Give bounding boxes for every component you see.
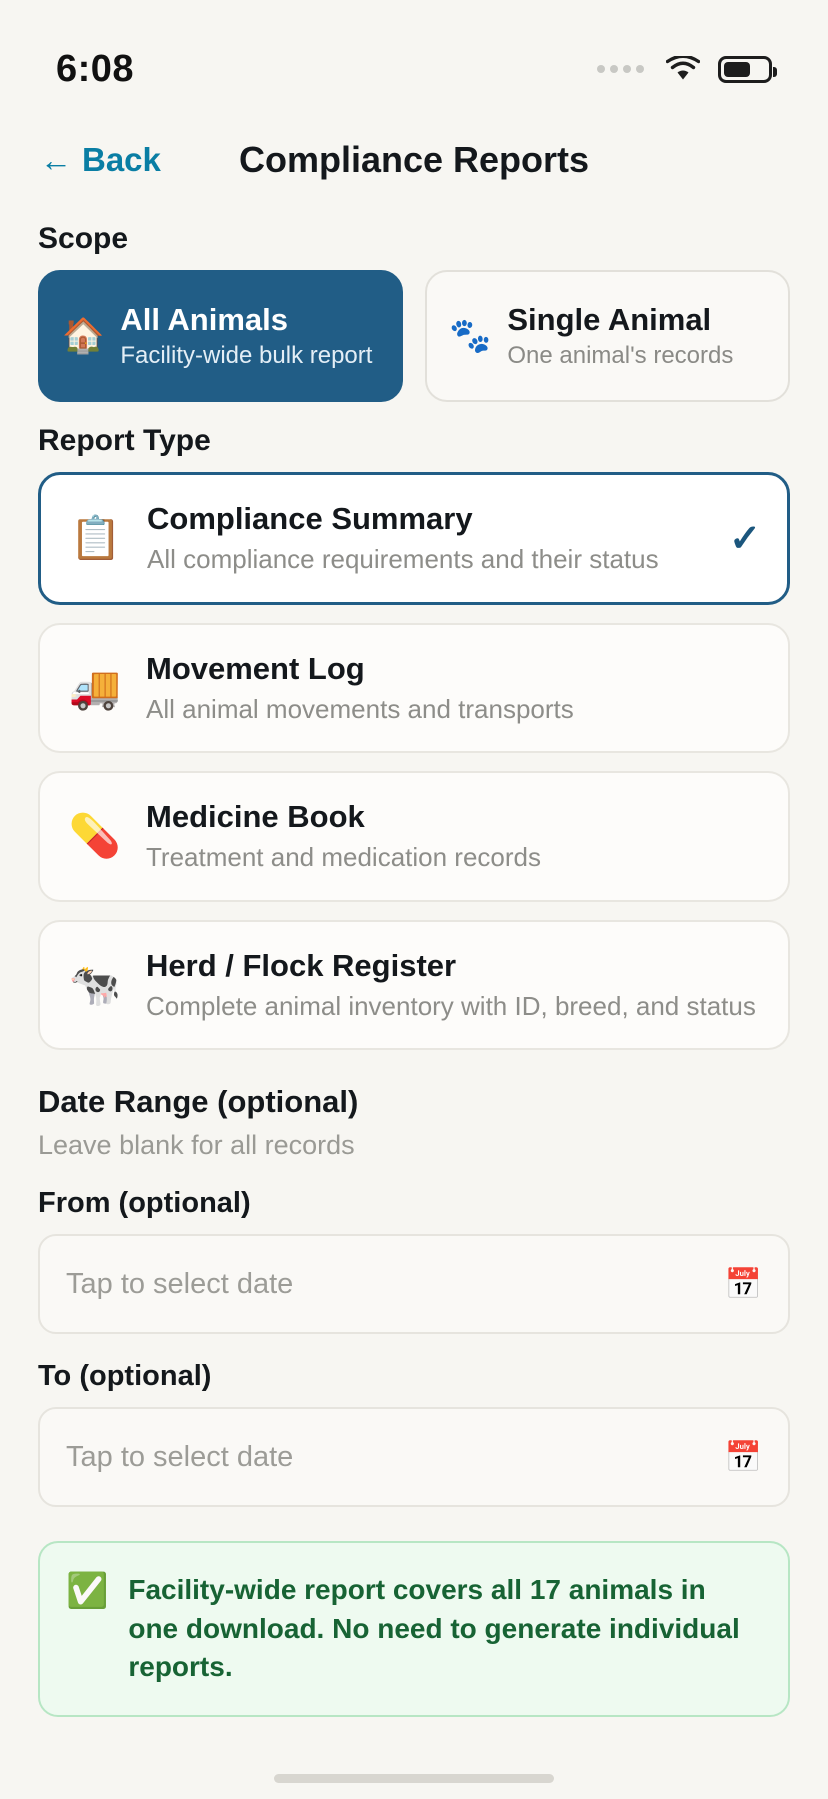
from-date-input[interactable] [38, 1234, 790, 1334]
report-type-section-label: Report Type [38, 424, 211, 457]
home-indicator [274, 1774, 554, 1783]
scope-option-all-animals[interactable] [38, 270, 403, 402]
to-date-placeholder: Tap to select date [66, 1440, 294, 1473]
wifi-icon [666, 56, 700, 82]
report-option-medicine-book[interactable] [38, 771, 790, 902]
report-option-subtitle: All compliance requirements and their status [147, 544, 659, 574]
page-title: Compliance Reports [238, 139, 590, 180]
scope-option-subtitle: Facility-wide bulk report [120, 342, 373, 369]
scope-options [38, 270, 790, 402]
report-option-subtitle: Treatment and medication records [146, 842, 542, 872]
to-date-label: To (optional) [38, 1360, 212, 1392]
back-button[interactable] [40, 141, 161, 179]
pill-icon: 💊 [68, 812, 122, 860]
page-content [0, 222, 828, 1717]
battery-icon [718, 56, 772, 83]
report-type-options [38, 472, 790, 1050]
cow-icon: 🐄 [68, 960, 122, 1008]
scope-option-single-animal[interactable] [425, 270, 790, 402]
scope-option-subtitle: One animal's records [507, 342, 734, 369]
scope-option-title: Single Animal [507, 302, 712, 337]
report-option-title: Compliance Summary [147, 501, 473, 536]
info-banner [38, 1541, 790, 1717]
scope-option-title: All Animals [120, 302, 289, 337]
calendar-icon: 📅 [724, 1267, 762, 1301]
info-banner-text: Facility-wide report covers all 17 animals in one download. No need to generate individual reports. [128, 1574, 740, 1683]
report-option-title: Movement Log [146, 650, 365, 686]
to-date-input[interactable] [38, 1407, 790, 1507]
signal-dots-icon [597, 65, 644, 73]
report-option-movement-log[interactable] [38, 623, 790, 754]
clipboard-icon: 📋 [69, 514, 123, 562]
check-box-icon: ✅ [66, 1572, 109, 1610]
scope-section-label: Scope [38, 222, 129, 255]
paw-prints-icon: 🐾 [449, 317, 492, 355]
navigation-bar [0, 108, 828, 200]
back-button-label: Back [82, 141, 161, 178]
date-range-label: Date Range (optional) [38, 1084, 359, 1119]
report-option-herd-flock-register[interactable] [38, 920, 790, 1051]
report-option-subtitle: All animal movements and transports [146, 693, 574, 724]
status-bar [0, 0, 828, 108]
report-option-title: Herd / Flock Register [146, 947, 457, 983]
arrow-left-icon: ← [40, 142, 72, 178]
house-icon: 🏠 [62, 317, 105, 355]
from-date-label: From (optional) [38, 1187, 251, 1219]
checkmark-icon: ✓ [729, 517, 761, 560]
status-time: 6:08 [56, 47, 135, 90]
truck-icon: 🚚 [68, 663, 122, 711]
status-indicators [597, 56, 772, 83]
date-range-hint: Leave blank for all records [38, 1130, 355, 1160]
report-option-title: Medicine Book [146, 799, 365, 834]
calendar-icon: 📅 [724, 1440, 762, 1474]
from-date-placeholder: Tap to select date [66, 1267, 294, 1300]
report-option-subtitle: Complete animal inventory with ID, breed, and status [146, 990, 756, 1021]
report-option-compliance-summary[interactable] [38, 472, 790, 605]
